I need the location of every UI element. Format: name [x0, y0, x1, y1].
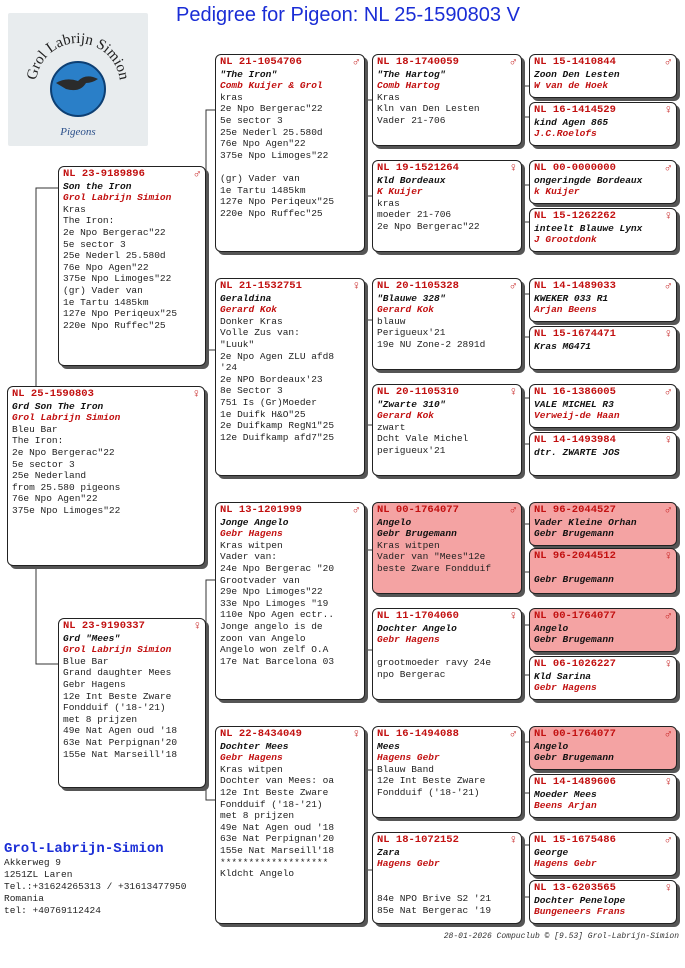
- info-line: 5e sector 3: [12, 458, 75, 470]
- pigeon-card-father[interactable]: [58, 166, 206, 366]
- pigeon-name: inteelt Blauwe Lynx: [534, 222, 643, 234]
- info-line: Kln van Den Lesten: [377, 103, 480, 115]
- female-sex-icon: ♀: [509, 833, 517, 848]
- breeder-name: Hagens Gebr: [377, 858, 440, 870]
- info-line: 375e Npo Limoges"22: [12, 504, 121, 516]
- female-sex-icon: ♀: [509, 609, 517, 624]
- info-line: Volle Zus van:: [220, 327, 300, 339]
- male-sex-icon: ♂: [509, 727, 517, 742]
- breeder-name: Gebr Hagens: [534, 682, 597, 694]
- info-line: 751 Is (Gr)Moeder: [220, 396, 317, 408]
- pigeon-card-ff[interactable]: [215, 54, 365, 252]
- pigeon-name: "The Iron": [220, 68, 278, 80]
- info-line: Dochter van Mees: oa: [220, 775, 335, 787]
- pigeon-name: Jonge Angelo: [220, 516, 289, 528]
- male-sex-icon: ♂: [352, 503, 360, 518]
- pigeon-card-mff[interactable]: [372, 502, 522, 594]
- ring-number: NL 23-9190337: [63, 620, 145, 632]
- pigeon-card-g5-8[interactable]: [529, 432, 677, 476]
- pigeon-card-g5-7[interactable]: [529, 384, 677, 428]
- male-sex-icon: ♂: [509, 503, 517, 518]
- info-line: (gr) Vader van: [63, 284, 143, 296]
- female-sex-icon: ♀: [664, 433, 672, 448]
- pigeon-name: Zara: [377, 846, 400, 858]
- pigeon-card-mother[interactable]: [58, 618, 206, 788]
- info-line: 127e Npo Periqeux"25: [220, 196, 335, 208]
- breeder-name: Gerard Kok: [220, 304, 278, 316]
- ring-number: NL 16-1386005: [534, 386, 616, 398]
- info-line: 76e Npo Agen"22: [220, 138, 306, 150]
- breeder-name: Gebr Brugemann: [534, 528, 614, 540]
- ring-number: NL 15-1262262: [534, 210, 616, 222]
- ring-number: NL 14-1493984: [534, 434, 616, 446]
- breeder-name: Gerard Kok: [377, 410, 435, 422]
- pigeon-card-g5-15[interactable]: [529, 832, 677, 876]
- male-sex-icon: ♂: [664, 609, 672, 624]
- pigeon-name: Vader Kleine Orhan: [534, 516, 637, 528]
- info-line: 220e Npo Ruffec"25: [63, 319, 166, 331]
- pigeon-name: [534, 563, 672, 575]
- female-sex-icon: ♀: [664, 209, 672, 224]
- ring-number: NL 00-0000000: [534, 162, 616, 174]
- pigeon-card-g5-13[interactable]: [529, 726, 677, 770]
- pigeon-name: Mees: [377, 740, 400, 752]
- info-line: Vader van "Mees"12e: [377, 551, 486, 563]
- info-line: 19e NU Zone-2 2891d: [377, 338, 486, 350]
- ring-number: NL 16-1414529: [534, 104, 616, 116]
- info-line: Blue Bar: [63, 655, 109, 667]
- spacer: [377, 646, 517, 658]
- info-line: Dcht Vale Michel: [377, 433, 469, 445]
- info-line: 8e Sector 3: [220, 385, 283, 397]
- pigeon-card-fmm[interactable]: [372, 384, 522, 476]
- info-line: 2e Npo Bergerac"22: [63, 226, 166, 238]
- info-line: grootmoeder ravy 24e: [377, 657, 492, 669]
- info-line: Donker Kras: [220, 315, 283, 327]
- info-line: Perigueux'21: [377, 327, 446, 339]
- pigeon-card-g5-4[interactable]: [529, 208, 677, 252]
- info-line: 63e Nat Perpignan'20: [63, 736, 178, 748]
- ring-number: NL 20-1105328: [377, 280, 459, 292]
- male-sex-icon: ♂: [352, 55, 360, 70]
- info-line: moeder 21-706: [377, 209, 452, 221]
- info-line: Fondduif ('18-'21): [220, 798, 323, 810]
- pigeon-name: VALE MICHEL R3: [534, 398, 614, 410]
- breeder-name: W van de Hoek: [534, 80, 609, 92]
- info-line: 5e sector 3: [63, 238, 126, 250]
- pigeon-name: Angelo: [534, 622, 569, 634]
- owner-country: Romania: [4, 893, 44, 904]
- owner-phone: tel: +40769112424: [4, 905, 101, 916]
- ring-number: NL 13-6203565: [534, 882, 616, 894]
- info-line: from 25.580 pigeons: [12, 481, 121, 493]
- female-sex-icon: ♀: [664, 327, 672, 342]
- info-line: 2e NPO Bordeaux'23: [220, 373, 323, 385]
- page-title: Pedigree for Pigeon: NL 25-1590803 V: [176, 4, 520, 26]
- ring-number: NL 14-1489033: [534, 280, 616, 292]
- breeder-name: Hagens Gebr: [377, 752, 440, 764]
- pigeon-card-g5-10[interactable]: [529, 548, 677, 594]
- pigeon-card-g5-5[interactable]: [529, 278, 677, 322]
- logo-arc-text: Grol Labrijn Simion: [24, 30, 132, 82]
- pigeon-name: Moeder Mees: [534, 788, 597, 800]
- info-line: kras: [220, 91, 243, 103]
- info-line: 5e sector 3: [220, 114, 283, 126]
- pigeon-name: Angelo: [377, 516, 412, 528]
- info-line: 2e Duifkamp RegN1"25: [220, 420, 335, 432]
- info-line: Jonge angelo is de: [220, 620, 323, 632]
- pigeon-name: "Blauwe 328": [377, 292, 446, 304]
- male-sex-icon: ♂: [664, 161, 672, 176]
- info-line: 76e Npo Agen"22: [63, 261, 149, 273]
- breeder-name: Comb Hartog: [377, 80, 440, 92]
- female-sex-icon: ♀: [192, 387, 200, 402]
- info-line: npo Bergerac: [377, 668, 446, 680]
- info-line: Blauw Band: [377, 763, 435, 775]
- pigeon-name: Kras MG471: [534, 340, 592, 352]
- male-sex-icon: ♂: [664, 385, 672, 400]
- pigeon-card-g5-3[interactable]: [529, 160, 677, 204]
- info-line: Grootvader van: [220, 574, 300, 586]
- ring-number: NL 06-1026227: [534, 658, 616, 670]
- info-line: zwart: [377, 421, 406, 433]
- info-line: 84e NPO Brive S2 '21: [377, 892, 492, 904]
- pigeon-card-fmf[interactable]: [372, 278, 522, 370]
- male-sex-icon: ♂: [664, 279, 672, 294]
- info-line: 220e Npo Ruffec"25: [220, 207, 323, 219]
- info-line: 2e Npo Bergerac"22: [377, 220, 480, 232]
- ring-number: NL 00-1764077: [377, 504, 459, 516]
- female-sex-icon: ♀: [664, 775, 672, 790]
- info-line: blauw: [377, 315, 406, 327]
- pigeon-card-g5-9[interactable]: [529, 502, 677, 546]
- pigeon-name: Kld Sarina: [534, 670, 592, 682]
- breeder-name: Gebr Brugemann: [534, 574, 614, 586]
- info-line: "Luuk": [220, 338, 255, 350]
- pigeon-name: "Zwarte 310": [377, 398, 446, 410]
- pigeon-card-fm[interactable]: [215, 278, 365, 476]
- female-sex-icon: ♀: [664, 881, 672, 896]
- male-sex-icon: ♂: [509, 55, 517, 70]
- spacer: [377, 870, 517, 882]
- owner-address-line: 1251ZL Laren: [4, 869, 73, 880]
- male-sex-icon: ♂: [509, 279, 517, 294]
- breeder-name: Beens Arjan: [534, 800, 597, 812]
- pigeon-card-ffm[interactable]: [372, 160, 522, 252]
- pigeon-name: Geraldina: [220, 292, 272, 304]
- ring-number: NL 13-1201999: [220, 504, 302, 516]
- info-line: 375e Npo Limoges"22: [220, 149, 329, 161]
- info-line: 1e Tartu 1485km: [63, 296, 149, 308]
- female-sex-icon: ♀: [352, 727, 360, 742]
- pigeon-card-g5-14[interactable]: [529, 774, 677, 818]
- info-line: 12e Int Beste Zware: [377, 775, 486, 787]
- breeder-name: K Kuijer: [377, 186, 423, 198]
- info-line: Bleu Bar: [12, 423, 58, 435]
- breeder-name: k Kuijer: [534, 186, 580, 198]
- breeder-name: J.C.Roelofs: [534, 128, 597, 140]
- info-line: 1e Duifk H&O"25: [220, 408, 306, 420]
- info-line: met 8 prijzen: [220, 810, 295, 822]
- male-sex-icon: ♂: [664, 727, 672, 742]
- info-line: Kras witpen: [220, 763, 283, 775]
- breeder-name: J Grootdonk: [534, 234, 597, 246]
- info-line: 29e Npo Limoges"22: [220, 586, 323, 598]
- breeder-name: Gebr Hagens: [377, 634, 440, 646]
- ring-number: NL 14-1489606: [534, 776, 616, 788]
- pigeon-card-g5-16[interactable]: [529, 880, 677, 924]
- pigeon-card-mf[interactable]: [215, 502, 365, 700]
- ring-number: NL 18-1740059: [377, 56, 459, 68]
- info-line: Angelo won zelf O.A: [220, 644, 329, 656]
- info-line: 25e Nederl 25.580d: [220, 126, 323, 138]
- ring-number: NL 15-1410844: [534, 56, 616, 68]
- info-line: The Iron:: [12, 435, 64, 447]
- female-sex-icon: ♀: [664, 549, 672, 564]
- ring-number: NL 22-8434049: [220, 728, 302, 740]
- ring-number: NL 96-2044512: [534, 550, 616, 562]
- pigeon-card-g5-6[interactable]: [529, 326, 677, 370]
- pigeon-name: Kld Bordeaux: [377, 174, 446, 186]
- info-line: Kras: [377, 91, 400, 103]
- pigeon-card-mm[interactable]: [215, 726, 365, 924]
- owner-phone: Tel.:+31624265313 / +31613477950: [4, 881, 187, 892]
- info-line: 2e Npo Agen ZLU afd8: [220, 350, 335, 362]
- info-line: 49e Nat Agen oud '18: [220, 821, 335, 833]
- ring-number: NL 15-1674471: [534, 328, 616, 340]
- info-line: (gr) Vader van: [220, 172, 300, 184]
- breeder-name: Gebr Hagens: [220, 752, 283, 764]
- pigeon-card-mmf[interactable]: [372, 726, 522, 818]
- breeder-name: Grol Labrijn Simion: [63, 192, 172, 204]
- pigeon-card-mfm[interactable]: [372, 608, 522, 700]
- ring-number: NL 21-1054706: [220, 56, 302, 68]
- spacer: [377, 881, 517, 893]
- male-sex-icon: ♂: [664, 503, 672, 518]
- footer-credit: 28-01-2026 Compuclub © [9.53] Grol-Labrijn-Simion: [443, 932, 679, 941]
- pigeon-name: Grd "Mees": [63, 632, 121, 644]
- female-sex-icon: ♀: [193, 619, 201, 634]
- info-line: beste Zware Fondduif: [377, 562, 492, 574]
- breeder-name: Verweij-de Haan: [534, 410, 620, 422]
- pigeon-name: dtr. ZWARTE JOS: [534, 446, 620, 458]
- pigeon-card-g5-1[interactable]: [529, 54, 677, 98]
- female-sex-icon: ♀: [664, 103, 672, 118]
- info-line: Vader 21-706: [377, 114, 446, 126]
- pigeon-card-g5-12[interactable]: [529, 656, 677, 700]
- breeder-name: Gebr Brugemann: [534, 634, 614, 646]
- ring-number: NL 00-1764077: [534, 610, 616, 622]
- info-line: Vader van:: [220, 551, 278, 563]
- female-sex-icon: ♀: [664, 657, 672, 672]
- info-line: Kldcht Angelo: [220, 868, 295, 880]
- info-line: 63e Nat Perpignan'20: [220, 833, 335, 845]
- male-sex-icon: ♂: [664, 833, 672, 848]
- info-line: Grand daughter Mees: [63, 667, 172, 679]
- info-line: Gebr Hagens: [63, 678, 126, 690]
- info-line: '24: [220, 362, 238, 374]
- info-line: 1e Tartu 1485km: [220, 184, 306, 196]
- pigeon-card-g5-11[interactable]: [529, 608, 677, 652]
- female-sex-icon: ♀: [352, 279, 360, 294]
- male-sex-icon: ♂: [193, 167, 201, 182]
- pigeon-name: kind Agen 865: [534, 116, 609, 128]
- ring-number: NL 00-1764077: [534, 728, 616, 740]
- breeder-name: Gebr Brugemann: [377, 528, 457, 540]
- info-line: 12e Int Beste Zware: [63, 690, 172, 702]
- breeder-name: Bungeneers Frans: [534, 906, 626, 918]
- male-sex-icon: ♂: [664, 55, 672, 70]
- breeder-name: Gebr Hagens: [220, 528, 283, 540]
- breeder-name: Gebr Brugemann: [534, 752, 614, 764]
- owner-address-line: Akkerweg 9: [4, 857, 62, 868]
- pigeon-name: Dochter Mees: [220, 740, 289, 752]
- info-line: kras: [377, 197, 400, 209]
- info-line: 33e Npo Limoges "19: [220, 597, 329, 609]
- info-line: 110e Npo Agen ectr..: [220, 609, 335, 621]
- pigeon-name: Son the Iron: [63, 180, 132, 192]
- info-line: 2e Npo Bergerac"22: [12, 446, 115, 458]
- info-line: met 8 prijzen: [63, 713, 138, 725]
- ring-number: NL 19-1521264: [377, 162, 459, 174]
- info-line: 76e Npo Agen"22: [12, 493, 98, 505]
- female-sex-icon: ♀: [509, 161, 517, 176]
- pigeon-card-g5-2[interactable]: [529, 102, 677, 146]
- ring-number: NL 96-2044527: [534, 504, 616, 516]
- logo-sub-text: Pigeons: [60, 126, 96, 138]
- breeder-name: Arjan Beens: [534, 304, 597, 316]
- info-line: 12e Int Beste Zware: [220, 786, 329, 798]
- pigeon-name: Dochter Penelope: [534, 894, 626, 906]
- ring-number: NL 25-1590803: [12, 388, 94, 400]
- info-line: 12e Duifkamp afd7"25: [220, 431, 335, 443]
- info-line: 25e Nederland: [12, 470, 87, 482]
- info-line: Fondduif ('18-'21): [377, 786, 480, 798]
- pigeon-name: KWEKER 033 R1: [534, 292, 609, 304]
- ring-number: NL 23-9189896: [63, 168, 145, 180]
- info-line: 85e Nat Bergerac '19: [377, 904, 492, 916]
- ring-number: NL 21-1532751: [220, 280, 302, 292]
- ring-number: NL 20-1105310: [377, 386, 459, 398]
- breeder-name: Grol Labrijn Simion: [63, 644, 172, 656]
- pigeon-name: ongeringde Bordeaux: [534, 174, 643, 186]
- breeder-name: Comb Kuijer & Grol: [220, 80, 323, 92]
- breeder-name: Grol Labrijn Simion: [12, 412, 121, 424]
- pigeon-name: Angelo: [534, 740, 569, 752]
- breeder-name: Gerard Kok: [377, 304, 435, 316]
- info-line: Fondduif ('18-'21): [63, 702, 166, 714]
- info-line: zoon van Angelo: [220, 632, 306, 644]
- pigeon-name: Grd Son The Iron: [12, 400, 104, 412]
- pigeon-card-mmm[interactable]: [372, 832, 522, 924]
- info-line: Kras: [63, 203, 86, 215]
- info-line: 127e Npo Periqeux"25: [63, 308, 178, 320]
- ring-number: NL 11-1704060: [377, 610, 459, 622]
- pigeon-name: Zoon Den Lesten: [534, 68, 620, 80]
- ring-number: NL 16-1494088: [377, 728, 459, 740]
- info-line: 2e Npo Bergerac"22: [220, 103, 323, 115]
- info-line: perigueux'21: [377, 444, 446, 456]
- info-line: Kras witpen: [220, 539, 283, 551]
- female-sex-icon: ♀: [509, 385, 517, 400]
- pigeon-name: Dochter Angelo: [377, 622, 457, 634]
- info-line: 25e Nederl 25.580d: [63, 250, 166, 262]
- info-line: 24e Npo Bergerac "20: [220, 562, 335, 574]
- pigeon-card-subject[interactable]: [7, 386, 205, 566]
- pigeon-name: George: [534, 846, 569, 858]
- info-line: The Iron:: [63, 215, 115, 227]
- ring-number: NL 18-1072152: [377, 834, 459, 846]
- info-line: 49e Nat Agen oud '18: [63, 725, 178, 737]
- owner-name: Grol-Labrijn-Simion: [4, 841, 164, 857]
- owner-info: [4, 841, 186, 917]
- info-line: 17e Nat Barcelona 03: [220, 655, 335, 667]
- pigeon-name: "The Hartog": [377, 68, 446, 80]
- info-line: Kras witpen: [377, 539, 440, 551]
- spacer: [220, 161, 360, 173]
- ring-number: NL 15-1675486: [534, 834, 616, 846]
- info-line: 155e Nat Marseill'18: [63, 748, 178, 760]
- info-line: 375e Npo Limoges"22: [63, 273, 172, 285]
- pigeon-card-fff[interactable]: [372, 54, 522, 146]
- info-line: 155e Nat Marseill'18: [220, 844, 335, 856]
- breeder-name: Hagens Gebr: [534, 858, 597, 870]
- info-line: *******************: [220, 856, 329, 868]
